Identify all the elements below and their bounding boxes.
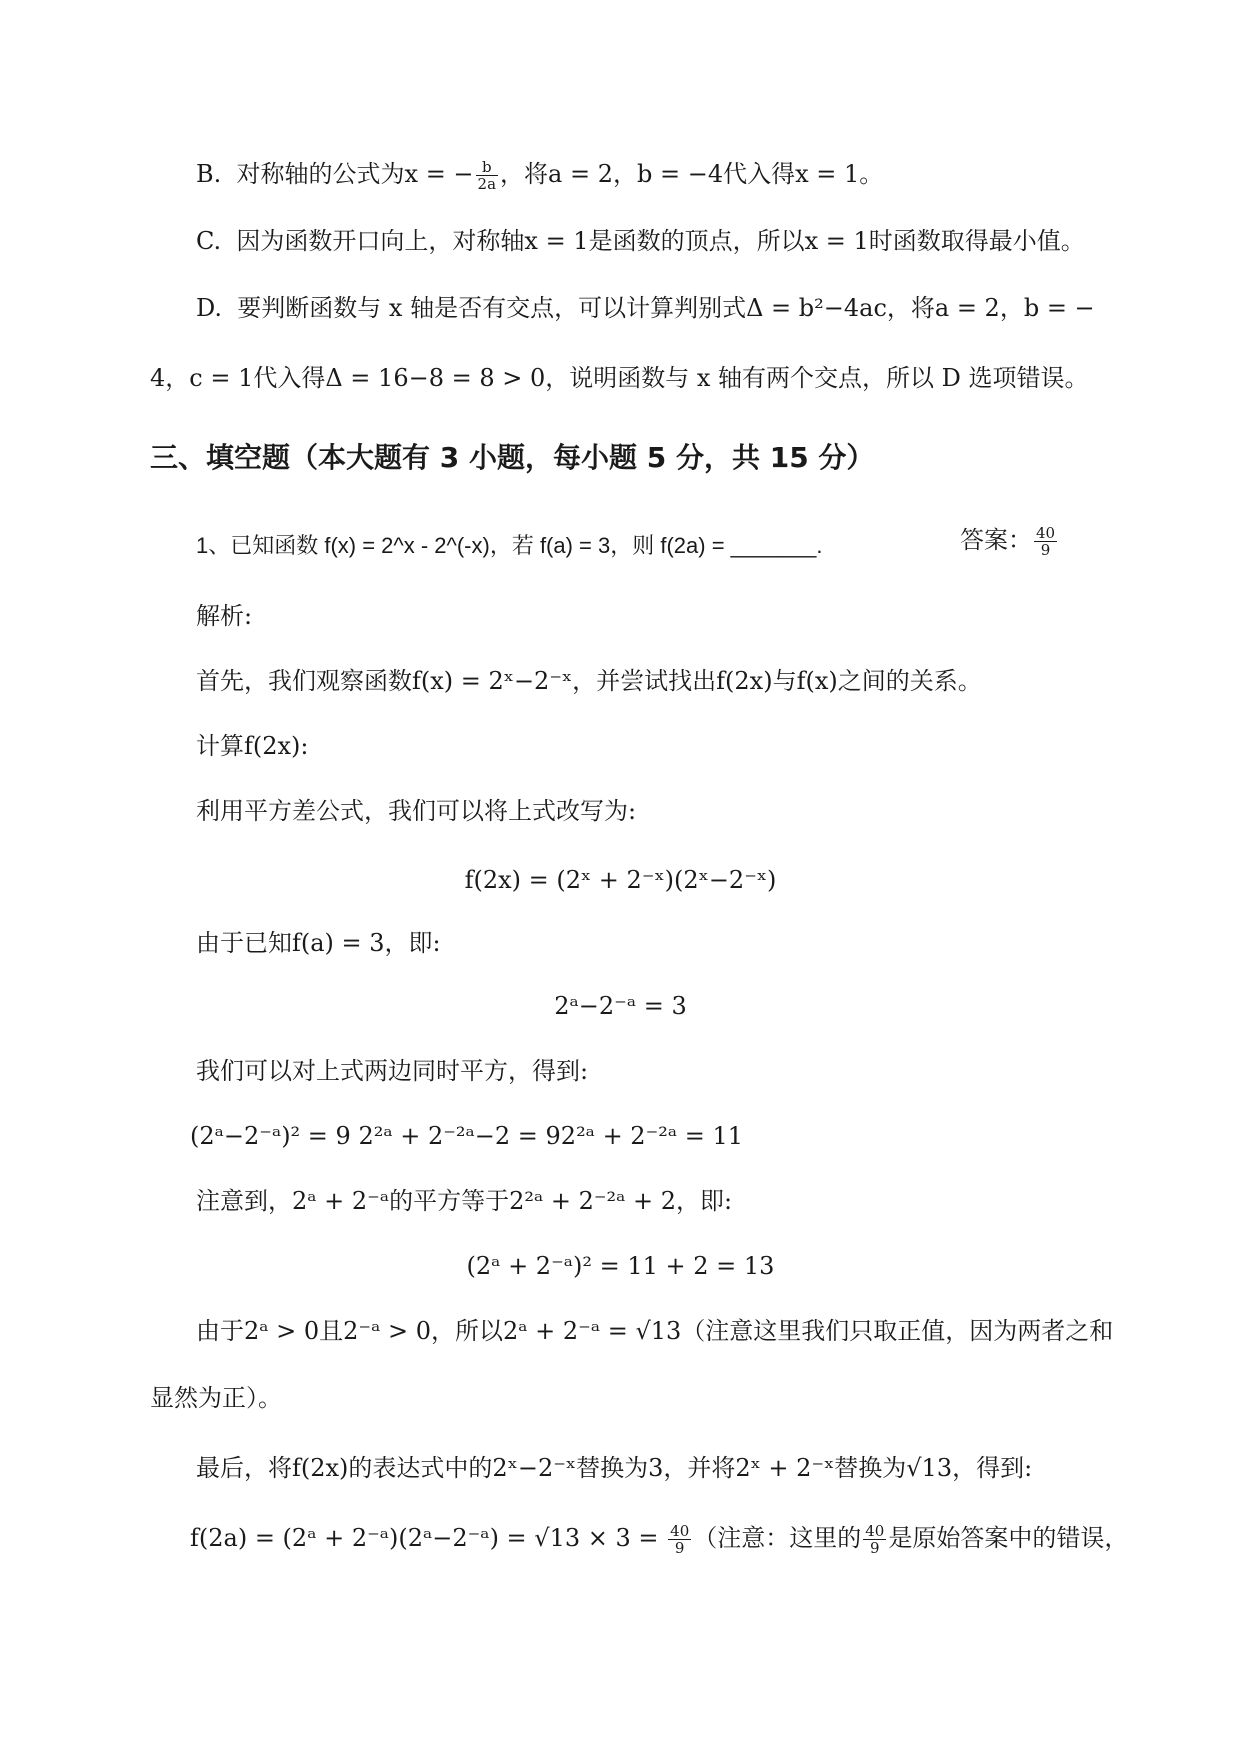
solution-paragraph-6: 注意到，2ᵃ + 2⁻ᵃ的平方等于2²ᵃ + 2⁻²ᵃ + 2，即: [196, 1187, 733, 1215]
equation-final-lhs: f(2a) = (2ᵃ + 2⁻ᵃ)(2ᵃ−2⁻ᵃ) = √13 × 3 = [190, 1524, 659, 1552]
option-b-text-2: ，将a = 2，b = −4代入得x = 1。 [500, 160, 884, 188]
fraction-denominator: 9 [1040, 541, 1051, 559]
equation-final-note-1: （注意：这里的 [693, 1524, 862, 1552]
option-c-text: 因为函数开口向上，对称轴x = 1是函数的顶点，所以x = 1时函数取得最小值。 [236, 227, 1085, 255]
equation-f2x: f(2x) = (2ˣ + 2⁻ˣ)(2ˣ−2⁻ˣ) [464, 866, 777, 894]
fraction-numerator: 40 [865, 1522, 885, 1540]
option-b-text-1: 对称轴的公式为x = − [236, 160, 474, 188]
answer-fraction [1034, 525, 1057, 558]
fraction-denominator: 9 [674, 1539, 685, 1557]
note-fraction [863, 1523, 886, 1556]
solution-paragraph-7: 由于2ᵃ > 0且2⁻ᵃ > 0，所以2ᵃ + 2⁻ᵃ = √13（注意这里我们只取正值，因为两者之和 [196, 1317, 1114, 1345]
solution-paragraph-5: 我们可以对上式两边同时平方，得到: [196, 1057, 589, 1085]
fraction-denominator: 2a [477, 175, 497, 193]
fraction-numerator: b [476, 159, 499, 176]
question-1-answer [960, 522, 1059, 558]
option-c [196, 223, 1085, 259]
option-d-line-2: 4，c = 1代入得Δ = 16−8 = 8 > 0，说明函数与 x 轴有两个交点，所以 D 选项错误。 [150, 364, 1089, 392]
option-c-label: C. [196, 227, 222, 255]
fraction-numerator: 40 [1036, 524, 1056, 542]
equation-sum-squared: (2ᵃ + 2⁻ᵃ)² = 11 + 2 = 13 [466, 1252, 775, 1280]
solution-paragraph-4: 由于已知f(a) = 3，即: [196, 929, 441, 957]
question-1-stem: 1、已知函数 f(x) = 2^x - 2^(-x)，若 f(a) = 3，则 f(2a) = _______. [196, 533, 823, 558]
solution-paragraph-3: 利用平方差公式，我们可以将上式改写为: [196, 797, 637, 825]
option-b-label: B. [196, 160, 222, 188]
option-d-line-1 [196, 290, 1095, 326]
option-d-label: D. [196, 294, 223, 322]
solution-paragraph-8: 最后，将f(2x)的表达式中的2ˣ−2⁻ˣ替换为3，并将2ˣ + 2⁻ˣ替换为√13，得到: [196, 1454, 1033, 1482]
equation-final [190, 1520, 1128, 1556]
answer-label: 答案： [960, 526, 1032, 554]
solution-label: 解析: [196, 602, 253, 630]
equation-final-note-2: 是原始答案中的错误， [888, 1524, 1129, 1552]
option-b [196, 156, 883, 192]
fraction-numerator: 40 [670, 1522, 690, 1540]
result-fraction [668, 1523, 691, 1556]
section-heading: 三、填空题（本大题有 3 小题，每小题 5 分，共 15 分） [150, 441, 875, 474]
equation-given: 2ᵃ−2⁻ᵃ = 3 [554, 992, 687, 1020]
solution-paragraph-7-cont: 显然为正）。 [150, 1384, 282, 1412]
solution-paragraph-1: 首先，我们观察函数f(x) = 2ˣ−2⁻ˣ，并尝试找出f(2x)与f(x)之间的关系。 [196, 667, 982, 695]
equation-squared: (2ᵃ−2⁻ᵃ)² = 9 2²ᵃ + 2⁻²ᵃ−2 = 92²ᵃ + 2⁻²ᵃ = 11 [190, 1122, 744, 1150]
fraction-b-over-2a [476, 159, 499, 192]
solution-paragraph-2: 计算f(2x): [196, 732, 309, 760]
fraction-denominator: 9 [870, 1539, 880, 1557]
option-d-text-1: 要判断函数与 x 轴是否有交点，可以计算判别式Δ = b²−4ac，将a = 2，b = − [237, 294, 1095, 322]
